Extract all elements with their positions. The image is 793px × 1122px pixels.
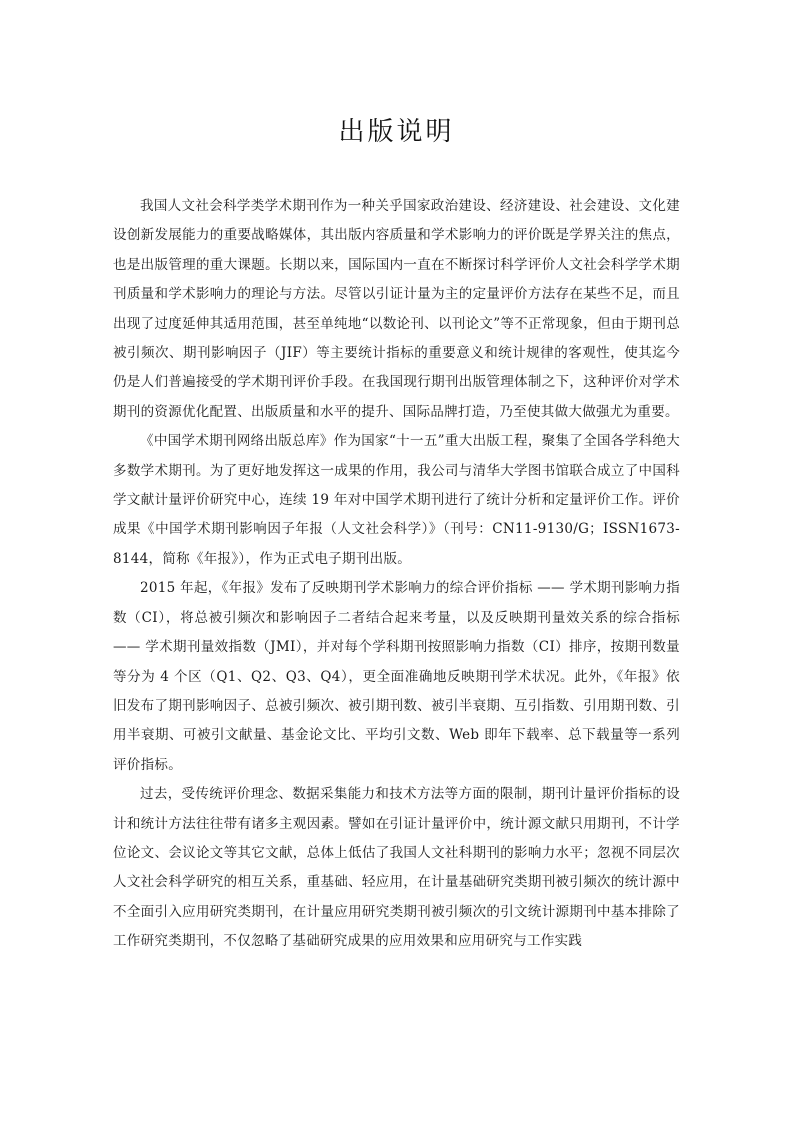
paragraph-1: 我国人文社会科学类学术期刊作为一种关乎国家政治建设、经济建设、社会建设、文化建设创新发展能力的重要战略媒体，其出版内容质量和学术影响力的评价既是学界关注的焦点，也是出版管理的重大课题。长期以来，国际国内一直在不断探讨科学评价人文社会科学学术期刊质量和学术影响力的理论与方法。尽管以引证计量为主的定量评价方法存在某些不足，而且出现了过度延伸其适用范围，甚至单纯地“以数论刊、以刊论文”等不正常现象，但由于期刊总被引频次、期刊影响因子（JIF）等主要统计指标的重要意义和统计规律的客观性，使其迄今仍是人们普遍接受的学术期刊评价手段。在我国现行期刊出版管理体制之下，这种评价对学术期刊的资源优化配置、出版质量和水平的提升、国际品牌打造，乃至使其做大做强尤为重要。 <box>113 198 680 420</box>
page-title: 出版说明 <box>338 117 455 147</box>
paragraph-3: 2015 年起，《年报》发布了反映期刊学术影响力的综合评价指标 —— 学术期刊影响力指数（CI），将总被引频次和影响因子二者结合起来考量，以及反映期刊量效关系的综合指标 —— 学术期刊量效指数（JMI），并对每个学科期刊按照影响力指数（CI）排序，按期刊数量等分为 4 个区（Q1、Q2、Q3、Q4），更全面准确地反映期刊学术状况。此外，《年报》依旧发布了期刊影响因子、总被引频次、被引期刊数、被引半衰期、互引指数、引用期刊数、引用半衰期、可被引文献量、基金论文比、平均引文数、Web 即年下载率、总下载量等一系列评价指标。 <box>113 580 680 773</box>
paragraph-4: 过去，受传统评价理念、数据采集能力和技术方法等方面的限制，期刊计量评价指标的设计和统计方法往往带有诸多主观因素。譬如在引证计量评价中，统计源文献只用期刊，不计学位论文、会议论文等其它文献，总体上低估了我国人文社科期刊的影响力水平；忽视不同层次人文社会科学研究的相互关系，重基础、轻应用，在计量基础研究类期刊被引频次的统计源中不全面引入应用研究类期刊，在计量应用研究类期刊被引频次的引文统计源期刊中基本排除了工作研究类期刊，不仅忽略了基础研究成果的应用效果和应用研究与工作实践 <box>113 786 680 950</box>
body-text <box>113 192 680 957</box>
paragraph-2: 《中国学术期刊网络出版总库》作为国家“十一五”重大出版工程，聚集了全国各学科绝大多数学术期刊。为了更好地发挥这一成果的作用，我公司与清华大学图书馆联合成立了中国科学文献计量评价研究中心，连续 19 年对中国学术期刊进行了统计分析和定量评价工作。评价成果《中国学术期刊影响因子年报（人文社会科学）》（刊号：CN11-9130/G；ISSN1673-8144，简称《年报》），作为正式电子期刊出版。 <box>113 433 680 567</box>
